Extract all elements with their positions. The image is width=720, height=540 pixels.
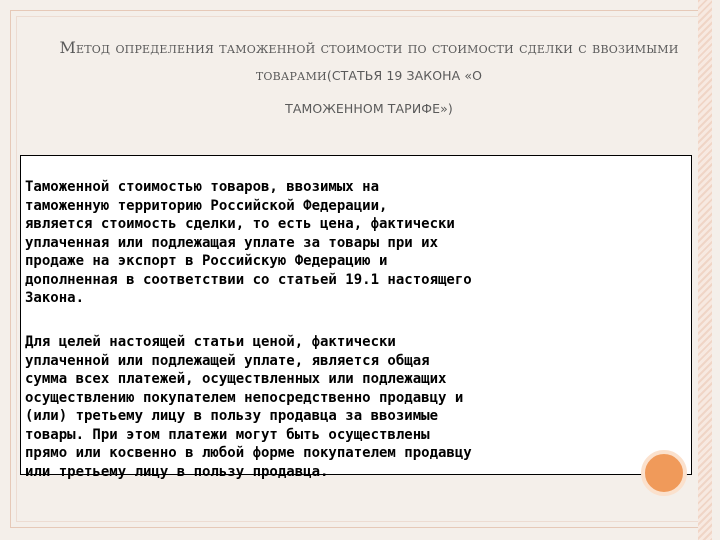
decorative-stripe [698, 0, 712, 540]
paragraph-price-explanation: Для целей настоящей статьи ценой, фактически уплаченной или подлежащей уплате, является общая сумма всех платежей, осуществленных или подлежащих осуществлению покупателем непосредственно продавцу и (или) третьему лицу в пользу продавца за ввозимые товары. При этом платежи могут быть осуществлены прямо или косвенно в любой форме покупателем продавцу или третьему лицу в пользу продавца. [25, 334, 472, 480]
title-paren-close: ) [447, 101, 453, 116]
title-paren-open: ( [326, 68, 332, 83]
title-law-name: ТАМОЖЕННОМ ТАРИФЕ» [285, 101, 448, 116]
slide-title [38, 34, 700, 122]
title-serif-text: Метод определения таможенной стоимости по стоимости сделки с ввозимыми товарами [59, 38, 679, 84]
title-law-line-3 [38, 95, 700, 122]
paragraph-definition: Таможенной стоимостью товаров, ввозимых на таможенную территорию Российской Федерации, является стоимость сделки, то есть цена, фактически уплаченная или подлежащая уплате за товары при их продаже на экспорт в Российскую Федерацию и дополненная в соответствии со статьей 19.1 настоящего Закона. [25, 179, 472, 306]
title-law-reference: СТАТЬЯ 19 ЗАКОНА «О [331, 68, 483, 83]
decorative-orange-circle [641, 450, 687, 496]
